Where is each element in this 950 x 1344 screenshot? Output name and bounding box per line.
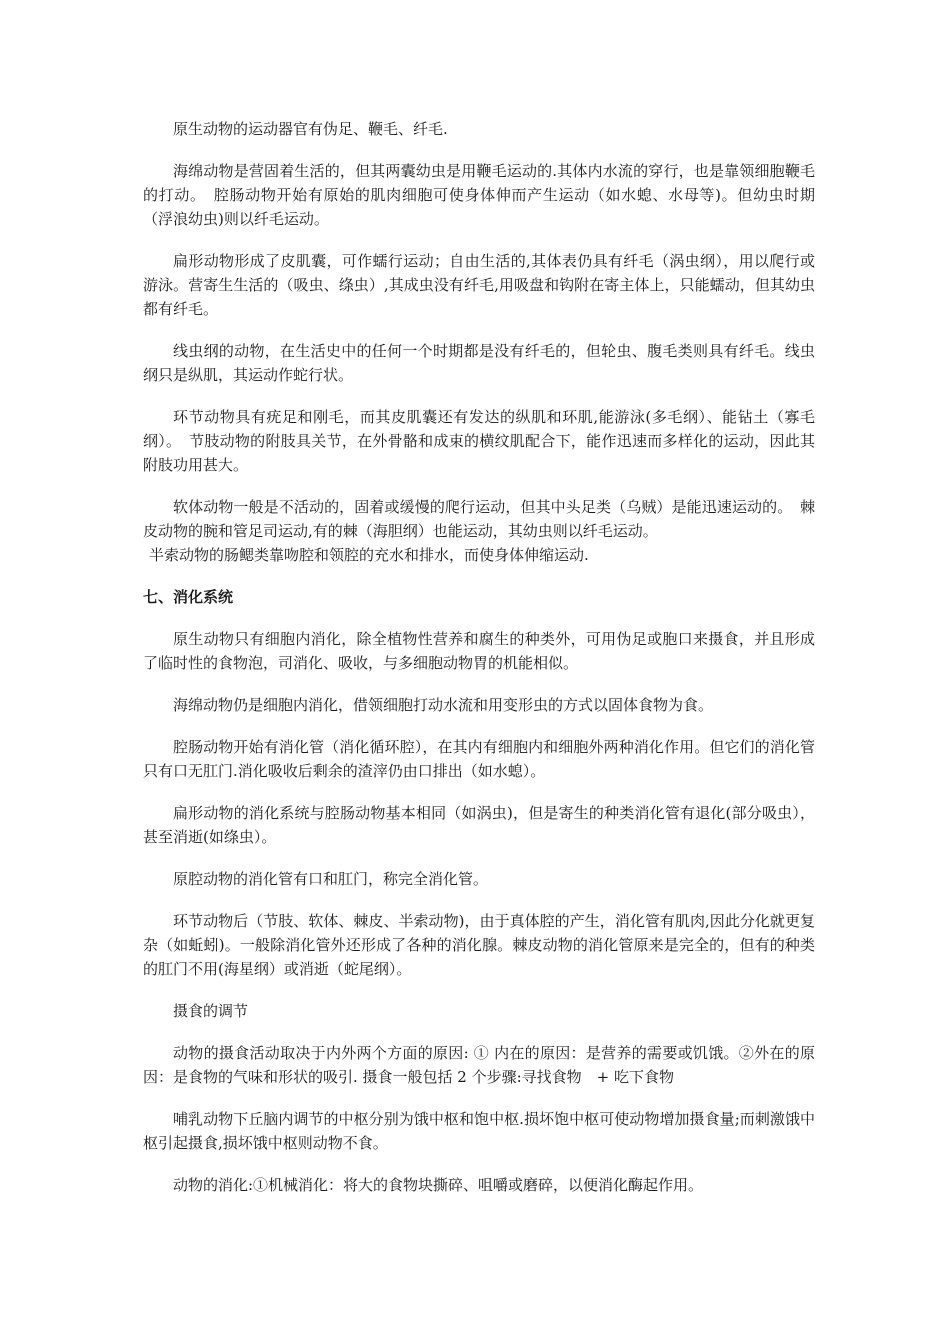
- paragraph-annelid-digestion: 环节动物后（节肢、软体、棘皮、半索动物)，由于真体腔的产生，消化管有肌肉,因此分化就更复杂（如蚯蚓)。一般除消化管外还形成了各种的消化腺。棘皮动物的消化管原来是完全的，但有的种类的肛门不用(海星纲）或消逝（蛇尾纲）。: [143, 912, 815, 978]
- subheading-feeding-regulation: 摄食的调节: [173, 1002, 249, 1020]
- paragraph-hemichordate-locomotion: 半索动物的肠鳃类靠吻腔和领腔的充水和排水，而使身体伸缩运动.: [149, 546, 589, 564]
- paragraph-feeding-causes: 动物的摄食活动取决于内外两个方面的原因: ① 内在的原因：是营养的需要或饥饿。②外在的原因：是食物的气味和形状的吸引. 摄食一般包括 2 个步骤:寻找食物 + 吃下食物: [143, 1044, 815, 1086]
- document-page: [143, 117, 815, 1215]
- paragraph-mollusc-locomotion: 软体动物一般是不活动的，固着或缓慢的爬行运动，但其中头足类（乌贼）是能迅速运动的。 棘皮动物的腕和管足司运动,有的棘（海胆纲）也能运动，其幼虫则以纤毛运动。: [143, 498, 815, 540]
- paragraph-annelid-locomotion: 环节动物具有疣足和刚毛，而其皮肌囊还有发达的纵肌和环肌,能游泳(多毛纲）、能钻土（寡毛纲）。 节肢动物的附肢具关节，在外骨骼和成束的横纹肌配合下，能作迅速而多样化的运动，因此其附肢功用甚大。: [143, 408, 815, 474]
- section-heading-digestive-system: 七、消化系统: [143, 588, 234, 606]
- paragraph-protozoa-locomotion: 原生动物的运动器官有伪足、鞭毛、纤毛.: [173, 120, 448, 138]
- paragraph-nematode-locomotion: 线虫纲的动物，在生活史中的任何一个时期都是没有纤毛的，但轮虫、腹毛类则具有纤毛。线虫纲只是纵肌，其运动作蛇行状。: [143, 342, 815, 384]
- paragraph-pseudocoelomate-digestion: 原腔动物的消化管有口和肛门，称完全消化管。: [173, 870, 489, 888]
- paragraph-mechanical-digestion: 动物的消化:①机械消化：将大的食物块撕碎、咀嚼或磨碎，以便消化酶起作用。: [173, 1176, 704, 1194]
- paragraph-sponge-locomotion: 海绵动物是营固着生活的，但其两囊幼虫是用鞭毛运动的.其体内水流的穿行，也是靠领细胞鞭毛的打动。 腔肠动物开始有原始的肌肉细胞可使身体伸而产生运动（如水螅、水母等)。但幼虫时期（浮浪幼虫)则以纤毛运动。: [143, 162, 815, 228]
- paragraph-hypothalamus: 哺乳动物下丘脑内调节的中枢分别为饿中枢和饱中枢.损坏饱中枢可使动物增加摄食量;而刺激饿中枢引起摄食,损坏饿中枢则动物不食。: [143, 1110, 815, 1152]
- paragraph-flatworm-digestion: 扁形动物的消化系统与腔肠动物基本相同（如涡虫)，但是寄生的种类消化管有退化(部分吸虫），甚至消逝(如绦虫）。: [143, 804, 815, 846]
- paragraph-flatworm-locomotion: 扁形动物形成了皮肌囊，可作蠕行运动；自由生活的,其体表仍具有纤毛（涡虫纲），用以爬行或游泳。营寄生生活的（吸虫、绦虫）,其成虫没有纤毛,用吸盘和钩附在寄主体上，只能蠕动，但其幼虫都有纤毛。: [143, 252, 815, 318]
- paragraph-sponge-digestion: 海绵动物仍是细胞内消化，借领细胞打动水流和用变形虫的方式以固体食物为食。: [173, 696, 714, 714]
- paragraph-protozoa-digestion: 原生动物只有细胞内消化，除全植物性营养和腐生的种类外，可用伪足或胞口来摄食，并且形成了临时性的食物泡，司消化、吸收，与多细胞动物胃的机能相似。: [143, 630, 815, 672]
- paragraph-coelenterate-digestion: 腔肠动物开始有消化管（消化循环腔），在其内有细胞内和细胞外两种消化作用。但它们的消化管只有口无肛门.消化吸收后剩余的渣滓仍由口排出（如水螅）。: [143, 738, 815, 780]
